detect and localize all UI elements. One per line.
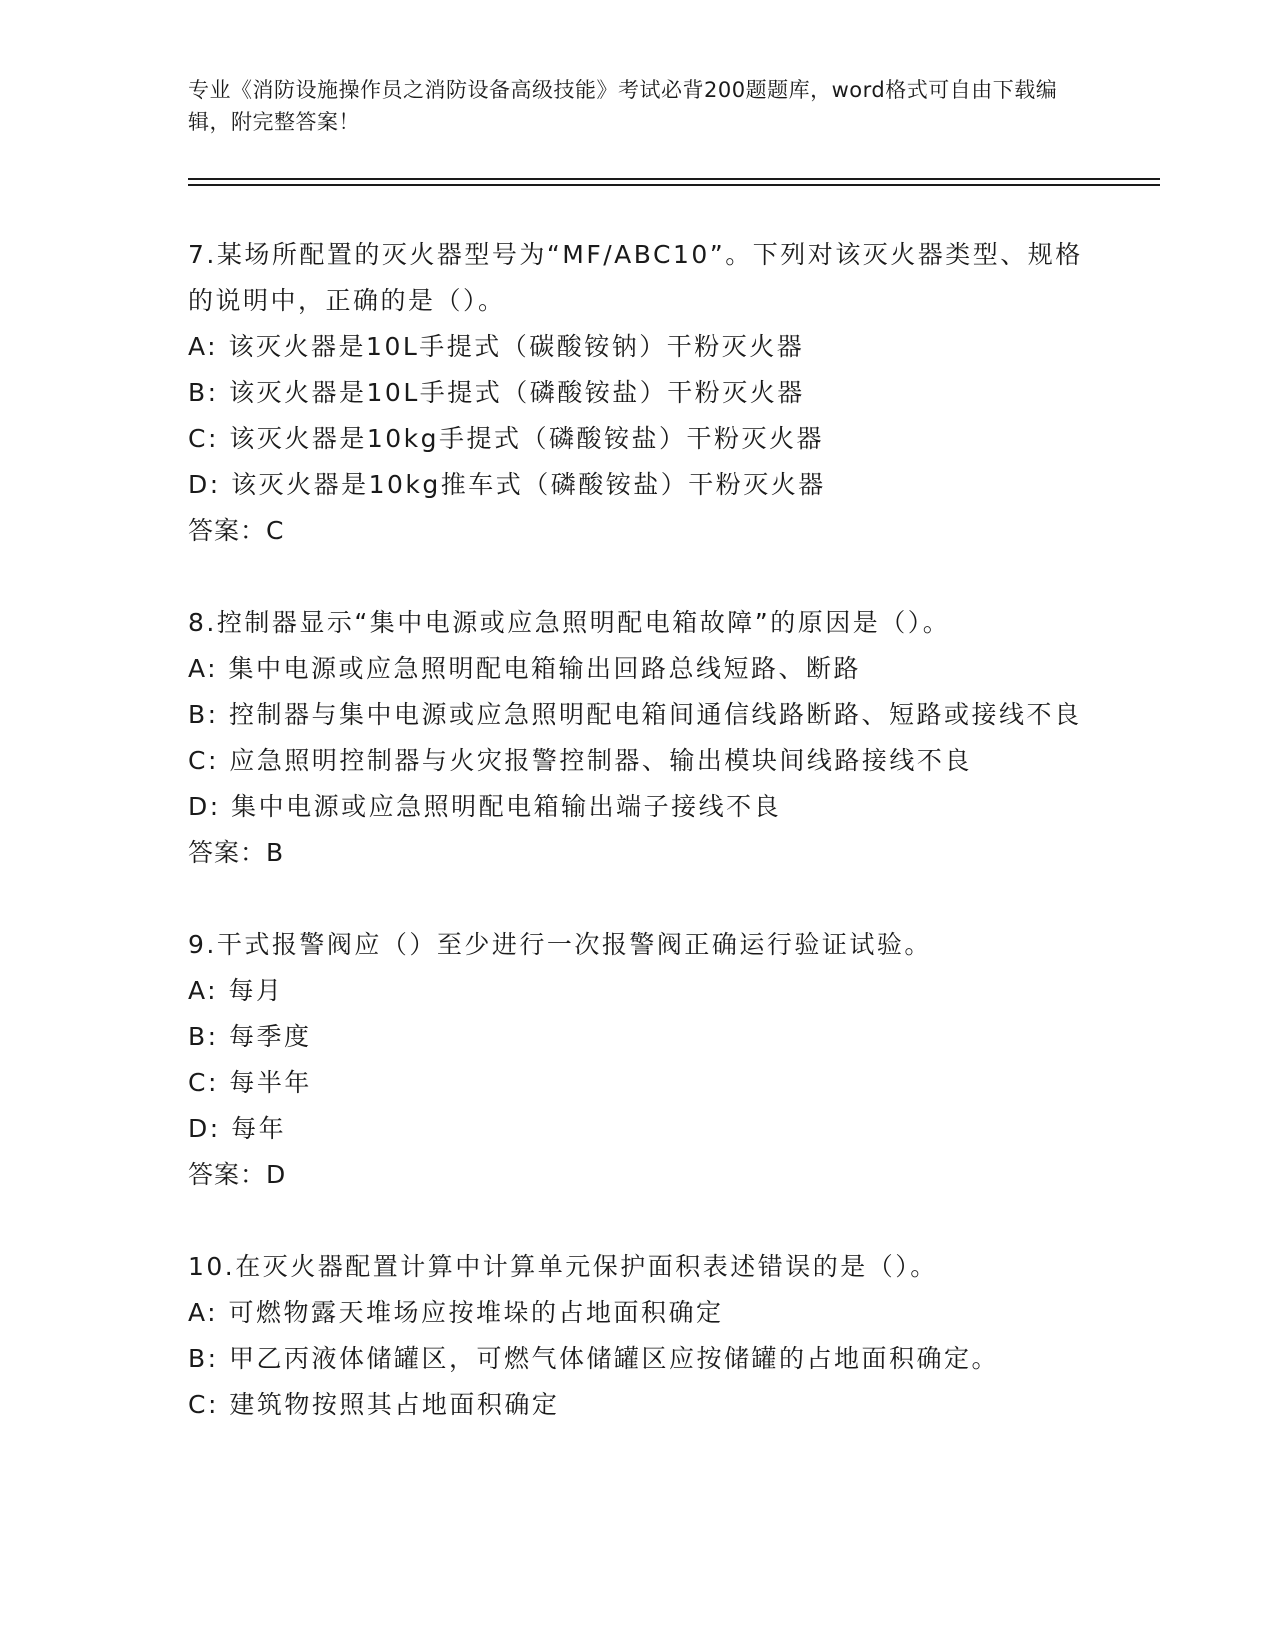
option-d: D: 每年	[188, 1114, 287, 1143]
option-c: C: 应急照明控制器与火灾报警控制器、输出模块间线路接线不良	[188, 746, 972, 775]
option-a: A: 可燃物露天堆场应按堆垛的占地面积确定	[188, 1298, 724, 1327]
question-10	[188, 1244, 1088, 1428]
option-b: B: 该灭火器是10L手提式（磷酸铵盐）干粉灭火器	[188, 378, 805, 407]
question-8	[188, 600, 1088, 876]
option-a: A: 每月	[188, 976, 284, 1005]
question-list	[188, 232, 1088, 1474]
question-7	[188, 232, 1088, 554]
answer: 答案：B	[188, 838, 285, 867]
document-header: 专业《消防设施操作员之消防设备高级技能》考试必背200题题库，word格式可自由下载编辑，附完整答案！	[188, 78, 1058, 134]
header-divider-top	[188, 178, 1160, 180]
question-text: 7.某场所配置的灭火器型号为“MF/ABC10”。下列对该灭火器类型、规格的说明中，正确的是（）。	[188, 240, 1083, 315]
option-c: C: 该灭火器是10kg手提式（磷酸铵盐）干粉灭火器	[188, 424, 824, 453]
option-d: D: 集中电源或应急照明配电箱输出端子接线不良	[188, 792, 782, 821]
answer: 答案：D	[188, 1160, 287, 1189]
option-c: C: 每半年	[188, 1068, 312, 1097]
option-b: B: 每季度	[188, 1022, 312, 1051]
header-divider-bottom	[188, 184, 1160, 186]
answer: 答案：C	[188, 516, 285, 545]
question-text: 8.控制器显示“集中电源或应急照明配电箱故障”的原因是（）。	[188, 608, 951, 637]
question-text: 10.在灭火器配置计算中计算单元保护面积表述错误的是（）。	[188, 1252, 938, 1281]
option-a: A: 集中电源或应急照明配电箱输出回路总线短路、断路	[188, 654, 862, 683]
option-a: A: 该灭火器是10L手提式（碳酸铵钠）干粉灭火器	[188, 332, 805, 361]
question-9	[188, 922, 1088, 1198]
option-d: D: 该灭火器是10kg推车式（磷酸铵盐）干粉灭火器	[188, 470, 826, 499]
option-b: B: 控制器与集中电源或应急照明配电箱间通信线路断路、短路或接线不良	[188, 700, 1082, 729]
option-c: C: 建筑物按照其占地面积确定	[188, 1390, 560, 1419]
question-text: 9.干式报警阀应（）至少进行一次报警阀正确运行验证试验。	[188, 930, 932, 959]
option-b: B: 甲乙丙液体储罐区，可燃气体储罐区应按储罐的占地面积确定。	[188, 1344, 1000, 1373]
